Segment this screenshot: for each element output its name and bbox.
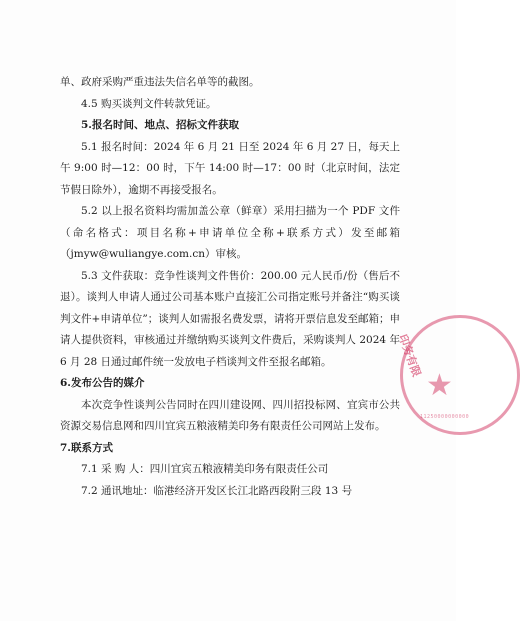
paragraph-5-1: 5.1 报名时间：2024 年 6 月 21 日至 2024 年 6 月 27 日，每天上午 9:00 时—12：00 时，下午 14:00 时—17：00 时（北京时间，法定节假日除外），逾期不再接受报名。 [60, 140, 400, 196]
heading-section-7: 7.联系方式 [60, 441, 113, 454]
paragraph-5-2: 5.2 以上报名资料均需加盖公章（鲜章）采用扫描为一个 PDF 文件（命名格式：项目名称+申请单位全称+联系方式）发至邮箱（jmyw@wuliangye.com.cn）审核。 [60, 205, 400, 260]
paragraph-4-5: 4.5 购买谈判文件转款凭证。 [81, 97, 217, 110]
paragraph-continuation: 单、政府采购严重违法失信名单等的截图。 [60, 76, 260, 88]
paragraph-7-1: 7.1 采 购 人：四川宜宾五粮液精美印务有限责任公司 [81, 463, 329, 475]
heading-section-5: 5.报名时间、地点、招标文件获取 [81, 119, 239, 131]
document-body [60, 72, 400, 502]
heading-section-6: 6.发布公告的媒介 [60, 377, 145, 389]
official-seal-text: 印务有限 [395, 332, 424, 379]
paragraph-7-2: 7.2 通讯地址：临港经济开发区长江北路西段附三段 13 号 [81, 484, 353, 497]
seal-star-icon: ★ [426, 368, 453, 403]
paragraph-5-3: 5.3 文件获取：竞争性谈判文件售价：200.00 元人民币/份（售后不退）。谈判人申请人通过公司基本账户直接汇公司指定账号并备注“购买谈判文件+申请单位”；谈判人如需报名费发票，请将开票信息发至邮箱；申请人提供资料，审核通过并缴纳购买谈判文件费后，采购谈判人 2024 年 6 月 28 日通过邮件统一发放电子档谈判文件至报名邮箱。 [60, 269, 400, 368]
paragraph-6: 本次竞争性谈判公告同时在四川建设网、四川招投标网、宜宾市公共资源交易信息网和四川宜宾五粮液精美印务有限责任公司网站上发布。 [60, 398, 400, 432]
official-seal-number: 11250000000000 [420, 414, 470, 420]
